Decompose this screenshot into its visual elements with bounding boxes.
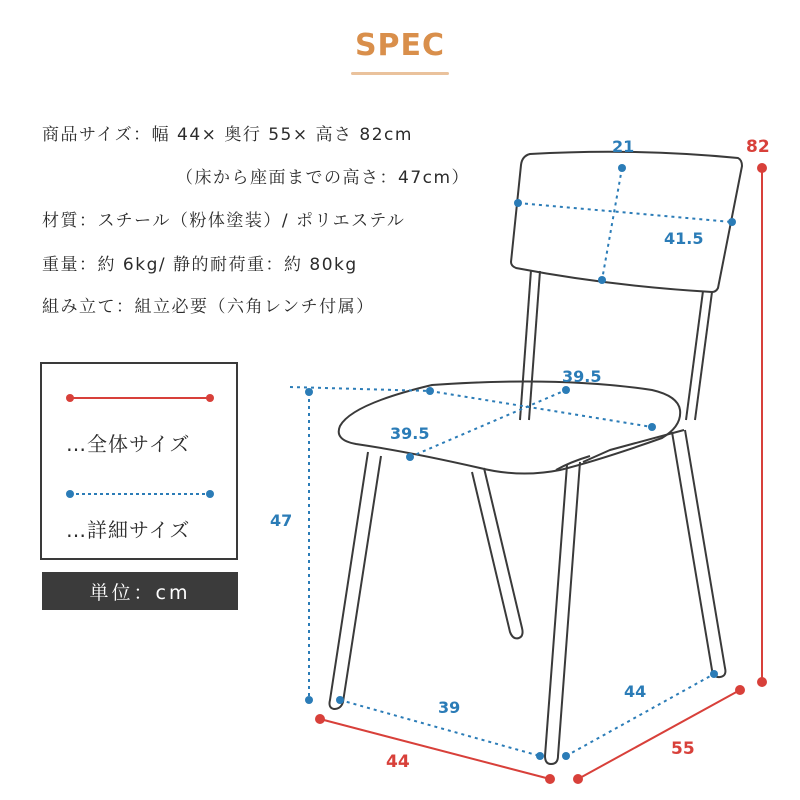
back-height-label: 21 bbox=[612, 137, 635, 156]
spec-seat-height-note: （床から座面までの高さ：47cm） bbox=[176, 168, 471, 188]
overall-width-dot bbox=[316, 715, 324, 723]
seat-width-dot bbox=[562, 386, 570, 394]
spec-size: 商品サイズ：幅 44× 奥行 55× 高さ 82cm bbox=[42, 125, 413, 145]
back-width-dot bbox=[728, 218, 736, 226]
back-width-label: 41.5 bbox=[664, 229, 704, 248]
leg-back-left bbox=[472, 468, 523, 638]
back-height-line bbox=[602, 168, 622, 280]
overall-width-label: 44 bbox=[386, 752, 410, 772]
leg-front-left bbox=[330, 452, 382, 709]
inner-front-width-label: 39 bbox=[438, 698, 461, 717]
back-height-dot bbox=[598, 276, 606, 284]
back-post-right-inner bbox=[695, 292, 712, 420]
seat-height-label: 47 bbox=[270, 511, 293, 530]
back-width-dot bbox=[514, 199, 522, 207]
back-post-left-inner bbox=[529, 271, 540, 420]
unit-label: 単位：cm bbox=[42, 572, 238, 610]
leg-front-right bbox=[545, 462, 580, 764]
page-title: SPEC bbox=[354, 28, 446, 63]
legend-overall-label: …全体サイズ bbox=[66, 432, 191, 456]
overall-depth-label: 55 bbox=[671, 739, 695, 759]
inner-side-depth-dot bbox=[710, 670, 718, 678]
overall-depth-dot bbox=[736, 686, 744, 694]
overall-height-label: 82 bbox=[746, 137, 770, 157]
inner-front-width-dot bbox=[536, 752, 544, 760]
leg-back-right bbox=[672, 430, 725, 677]
back-width-line bbox=[518, 203, 732, 222]
overall-height-dot bbox=[758, 164, 766, 172]
seat-width-dot bbox=[406, 453, 414, 461]
seat-width-label: 39.5 bbox=[562, 367, 602, 386]
legend-detail-label: …詳細サイズ bbox=[66, 518, 191, 542]
seat-depth-label: 39.5 bbox=[390, 424, 430, 443]
inner-side-depth-label: 44 bbox=[624, 682, 647, 701]
seat-depth-dot bbox=[426, 387, 434, 395]
overall-width-dot bbox=[546, 775, 554, 783]
overall-height-dot bbox=[758, 678, 766, 686]
spec-assembly: 組み立て：組立必要（六角レンチ付属） bbox=[42, 297, 375, 317]
inner-side-depth-dot bbox=[562, 752, 570, 760]
seat-height-dot bbox=[305, 696, 313, 704]
seat-depth-line bbox=[430, 391, 652, 427]
seat-depth-dot bbox=[648, 423, 656, 431]
overall-depth-dot bbox=[574, 775, 582, 783]
seat-frame bbox=[583, 430, 684, 462]
back-height-dot bbox=[618, 164, 626, 172]
spec-material: 材質：スチール（粉体塗装）/ ポリエステル bbox=[42, 211, 406, 231]
back-post-right bbox=[686, 291, 703, 420]
back-post-left bbox=[520, 270, 531, 420]
spec-weight: 重量：約 6kg/ 静的耐荷重：約 80kg bbox=[42, 255, 358, 275]
seat-height-dot bbox=[305, 388, 313, 396]
inner-front-width-dot bbox=[336, 696, 344, 704]
backrest bbox=[511, 152, 742, 292]
